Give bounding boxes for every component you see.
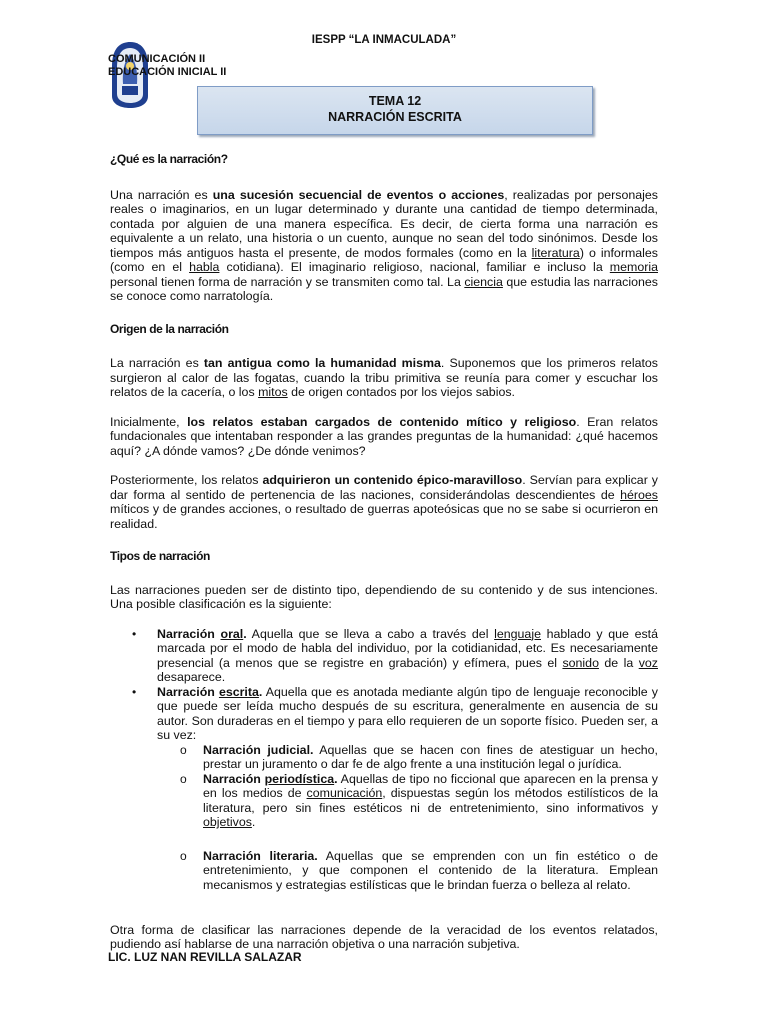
sub-list-item: o Narración literaria. Aquellas que se emprenden con un fin estético o de entretenimiento, y que componen el contenido de la literatura. Emplean mecanismos y estrategias estilísticas que le brindan fuerza o belleza al relato.: [180, 848, 658, 892]
course-info: [108, 53, 226, 79]
link-memoria[interactable]: memoria: [609, 260, 658, 274]
section-heading: ¿Qué es la narración?: [110, 152, 228, 166]
circle-bullet-icon: o: [180, 742, 187, 757]
circle-bullet-icon: o: [180, 848, 187, 863]
link-ciencia[interactable]: ciencia: [464, 274, 503, 289]
course-line-1: COMUNICACIÓN II: [108, 53, 206, 65]
link-mitos[interactable]: mitos: [258, 385, 288, 399]
document-body: [110, 152, 658, 952]
section-heading: Tipos de narración: [110, 549, 210, 563]
paragraph: La narración es tan antigua como la humanidad misma. Suponemos que los primeros relatos surgieron al calor de las fogatas, cuando la tribu primitiva se reunía para comer y escuchar los relatos de la cacería, o los mitos de origen contados por los viejos sabios.: [110, 356, 658, 399]
sub-list-item: o Narración periodística. Aquellas de tipo no ficcional que aparecen en la prensa y en los medios de comunicación, dispuestas según los métodos estilísticos de la literatura, pero sin fines estéticos ni de entretenimiento, sino informativos y objetivos.: [180, 771, 658, 829]
school-header: IESPP “LA INMACULADA”: [311, 34, 457, 46]
topic-title-box: [197, 86, 593, 135]
paragraph: Una narración es una sucesión secuencial de eventos o acciones, realizadas por personajes reales o imaginarios, en un lugar determinado y durante una cantidad de tiempo determinada, contada por alguien de una manera específica. Es decir, de cierta forma una narración es equivalente a un relato, una historia o un cuento, aunque no sean del todo sinónimos. Desde los tiempos más antiguos hasta el presente, de modos formales (como en la literatura) o informales (como en el habla cotidiana). El imaginario religioso, nacional, familiar e incluso la memoria personal tienen forma de narración y se transmiten como tal. La ciencia que estudia las narraciones se conoce como narratología.: [110, 187, 659, 303]
course-line-2: EDUCACIÓN INICIAL II: [108, 66, 227, 78]
circle-bullet-icon: o: [180, 771, 187, 786]
link-periodistica[interactable]: periodística: [264, 771, 335, 786]
paragraph: Otra forma de clasificar las narraciones depende de la veracidad de los eventos relatados, pudiendo así hablarse de una narración objetiva o una narración subjetiva.: [110, 922, 658, 951]
topic-title: NARRACIÓN ESCRITA: [328, 110, 462, 124]
link-heroes[interactable]: héroes: [620, 487, 658, 502]
section-heading: Origen de la narración: [110, 321, 229, 336]
sub-list-item: o Narración judicial. Aquellas que se hacen con fines de atestiguar un hecho, prestar un juramento o dar fe de algo frente a una institución legal o jurídica.: [180, 742, 659, 771]
paragraph: Posteriormente, los relatos adquirieron un contenido épico-maravilloso. Servían para explicar y dar forma al sentido de pertenencia de las naciones, considerándolas descendientes de héroes míticos y de grandes acciones, o resultado de guerras apoteósicas que no se sabe si ocurrieron en realidad.: [110, 473, 658, 531]
list-item: • Narración escrita. Aquella que es anotada mediante algún tipo de lenguaje reconocible y que puede ser leída mucho después de su escritura, generalmente en ausencia de su autor. Son duraderas en el tiempo y para ello requieren de un soporte físico. Pueden ser, a su vez:: [132, 684, 658, 742]
link-sonido[interactable]: sonido: [562, 655, 599, 670]
link-objetivos[interactable]: objetivos: [203, 815, 252, 829]
link-habla[interactable]: habla: [189, 260, 220, 274]
link-literatura[interactable]: literatura: [531, 245, 580, 260]
author-footer: LIC. LUZ NAN REVILLA SALAZAR: [108, 950, 302, 964]
topic-number: TEMA 12: [368, 94, 422, 108]
list-item: • Narración oral. Aquella que se lleva a cabo a través del lenguaje hablado y que está marcada por el modo de habla del individuo, por la cotidianidad, etc. Es necesariamente presencial (a menos que se registre en grabación) y efímera, pues el sonido de la voz desaparece.: [132, 626, 658, 684]
paragraph: Inicialmente, los relatos estaban cargados de contenido mítico y religioso. Eran relatos fundacionales que intentaban responder a las grandes preguntas de la humanidad: ¿qué hacemos aquí? ¿A dónde vamos? ¿De dónde venimos?: [110, 414, 658, 458]
bullet-icon: •: [132, 684, 137, 699]
link-escrita[interactable]: escrita: [218, 684, 259, 699]
link-lenguaje[interactable]: lenguaje: [494, 626, 541, 641]
bullet-icon: •: [132, 626, 137, 641]
link-comunicacion[interactable]: comunicación: [306, 786, 383, 800]
types-list: [110, 627, 658, 927]
link-voz[interactable]: voz: [638, 655, 658, 670]
link-oral[interactable]: oral: [220, 626, 244, 641]
paragraph: Las narraciones pueden ser de distinto tipo, dependiendo de su contenido y de sus intenciones. Una posible clasificación es la siguiente:: [110, 582, 658, 611]
